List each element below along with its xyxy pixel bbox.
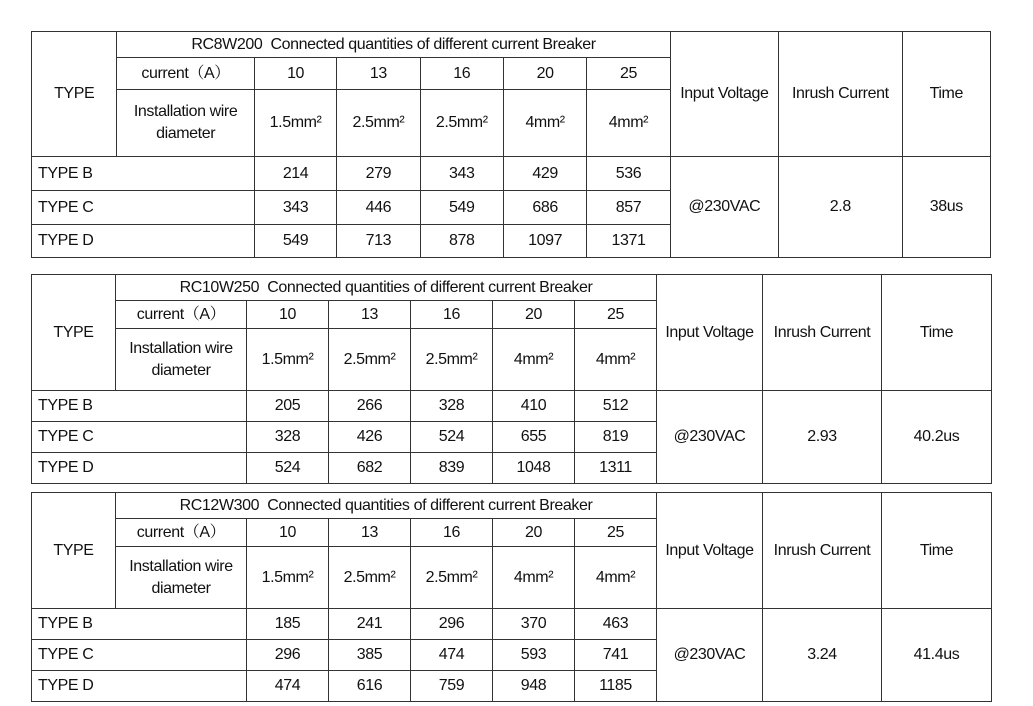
current-label: current（A） (116, 301, 247, 329)
input-voltage-value: @230VAC (657, 609, 763, 702)
input-voltage-value: @230VAC (657, 391, 763, 484)
time-header: Time (882, 493, 992, 609)
current-value: 20 (493, 301, 575, 329)
breaker-type: TYPE C (32, 422, 247, 453)
breaker-type: TYPE B (32, 609, 247, 640)
input-voltage-header: Input Voltage (657, 493, 763, 609)
current-value: 25 (587, 58, 670, 90)
quantity-cell: 616 (329, 671, 411, 702)
time-value: 38us (902, 157, 990, 258)
quantity-cell: 819 (575, 422, 657, 453)
current-value: 16 (420, 58, 503, 90)
inrush-current-value: 2.93 (763, 391, 882, 484)
type-header: TYPE (32, 493, 116, 609)
quantity-cell: 512 (575, 391, 657, 422)
current-value: 10 (247, 519, 329, 547)
quantity-cell: 474 (247, 671, 329, 702)
quantity-cell: 279 (337, 157, 420, 191)
quantity-cell: 214 (254, 157, 336, 191)
quantity-cell: 686 (503, 191, 586, 225)
breaker-type: TYPE D (32, 671, 247, 702)
quantity-cell: 370 (493, 609, 575, 640)
current-label: current（A） (116, 519, 247, 547)
input-voltage-header: Input Voltage (670, 32, 778, 157)
quantity-cell: 343 (420, 157, 503, 191)
table-title (116, 493, 657, 519)
quantity-cell: 1048 (493, 453, 575, 484)
quantity-cell: 682 (329, 453, 411, 484)
quantity-cell: 536 (587, 157, 670, 191)
quantity-cell: 328 (411, 391, 493, 422)
quantity-cell: 655 (493, 422, 575, 453)
quantity-cell: 205 (247, 391, 329, 422)
table-row (32, 391, 992, 422)
wire-value: 2.5mm² (411, 547, 493, 609)
quantity-cell: 1371 (587, 225, 670, 258)
type-header: TYPE (32, 275, 116, 391)
quantity-cell: 474 (411, 640, 493, 671)
wire-value: 2.5mm² (411, 329, 493, 391)
quantity-cell: 296 (411, 609, 493, 640)
quantity-cell: 839 (411, 453, 493, 484)
quantity-cell: 241 (329, 609, 411, 640)
quantity-cell: 759 (411, 671, 493, 702)
wire-value: 2.5mm² (329, 547, 411, 609)
current-value: 10 (254, 58, 336, 90)
time-header: Time (882, 275, 992, 391)
quantity-cell: 549 (420, 191, 503, 225)
spec-table-rc12w300 (31, 492, 992, 702)
title-suffix: Connected quantities of different current Breaker (270, 35, 596, 53)
wire-value: 4mm² (587, 90, 670, 157)
quantity-cell: 426 (329, 422, 411, 453)
wire-label: Installation wire diameter (116, 329, 247, 391)
wire-label: Installation wire diameter (116, 547, 247, 609)
model-name: RC12W300 (179, 496, 260, 514)
breaker-type: TYPE D (32, 225, 255, 258)
title-suffix: Connected quantities of different current Breaker (267, 278, 593, 296)
quantity-cell: 1311 (575, 453, 657, 484)
breaker-type: TYPE C (32, 640, 247, 671)
current-value: 20 (503, 58, 586, 90)
quantity-cell: 524 (247, 453, 329, 484)
wire-value: 4mm² (493, 329, 575, 391)
spec-table-rc10w250 (31, 274, 992, 484)
inrush-current-value: 2.8 (779, 157, 903, 258)
current-value: 16 (411, 519, 493, 547)
quantity-cell: 463 (575, 609, 657, 640)
wire-value: 2.5mm² (337, 90, 420, 157)
current-value: 20 (493, 519, 575, 547)
wire-value: 4mm² (503, 90, 586, 157)
quantity-cell: 266 (329, 391, 411, 422)
current-value: 25 (575, 301, 657, 329)
time-value: 41.4us (882, 609, 992, 702)
quantity-cell: 1097 (503, 225, 586, 258)
quantity-cell: 878 (420, 225, 503, 258)
quantity-cell: 410 (493, 391, 575, 422)
model-name: RC8W200 (191, 35, 263, 53)
input-voltage-header: Input Voltage (657, 275, 763, 391)
input-voltage-value: @230VAC (670, 157, 778, 258)
wire-value: 2.5mm² (420, 90, 503, 157)
spec-table-rc8w200 (31, 31, 991, 258)
table-row (32, 609, 992, 640)
title-suffix: Connected quantities of different current Breaker (267, 496, 593, 514)
quantity-cell: 593 (493, 640, 575, 671)
wire-label: Installation wire diameter (117, 90, 255, 157)
wire-value: 1.5mm² (247, 329, 329, 391)
quantity-cell: 948 (493, 671, 575, 702)
quantity-cell: 343 (254, 191, 336, 225)
quantity-cell: 713 (337, 225, 420, 258)
wire-value: 4mm² (493, 547, 575, 609)
quantity-cell: 1185 (575, 671, 657, 702)
quantity-cell: 385 (329, 640, 411, 671)
inrush-current-value: 3.24 (763, 609, 882, 702)
breaker-type: TYPE C (32, 191, 255, 225)
quantity-cell: 185 (247, 609, 329, 640)
table-title (117, 32, 670, 58)
quantity-cell: 857 (587, 191, 670, 225)
wire-value: 2.5mm² (329, 329, 411, 391)
wire-value: 4mm² (575, 329, 657, 391)
quantity-cell: 741 (575, 640, 657, 671)
quantity-cell: 549 (254, 225, 336, 258)
current-value: 13 (329, 519, 411, 547)
wire-value: 4mm² (575, 547, 657, 609)
current-value: 13 (329, 301, 411, 329)
current-value: 13 (337, 58, 420, 90)
current-value: 10 (247, 301, 329, 329)
current-label: current（A） (117, 58, 255, 90)
wire-value: 1.5mm² (254, 90, 336, 157)
breaker-type: TYPE D (32, 453, 247, 484)
model-name: RC10W250 (179, 278, 260, 296)
wire-value: 1.5mm² (247, 547, 329, 609)
table-title (116, 275, 657, 301)
current-value: 25 (575, 519, 657, 547)
current-value: 16 (411, 301, 493, 329)
quantity-cell: 296 (247, 640, 329, 671)
quantity-cell: 429 (503, 157, 586, 191)
quantity-cell: 446 (337, 191, 420, 225)
type-header: TYPE (32, 32, 117, 157)
breaker-type: TYPE B (32, 157, 255, 191)
inrush-current-header: Inrush Current (779, 32, 903, 157)
inrush-current-header: Inrush Current (763, 493, 882, 609)
time-value: 40.2us (882, 391, 992, 484)
time-header: Time (902, 32, 990, 157)
quantity-cell: 524 (411, 422, 493, 453)
table-row (32, 157, 991, 191)
inrush-current-header: Inrush Current (763, 275, 882, 391)
breaker-type: TYPE B (32, 391, 247, 422)
quantity-cell: 328 (247, 422, 329, 453)
